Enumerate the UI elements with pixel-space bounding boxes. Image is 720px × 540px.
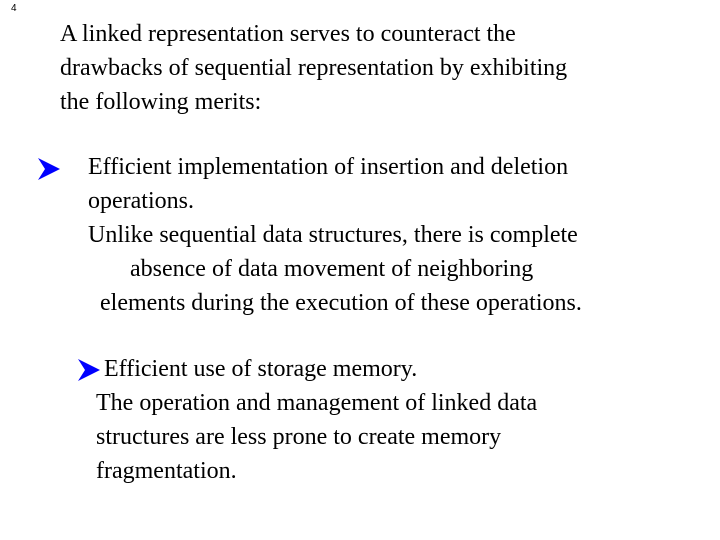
- arrow-bullet-icon: [76, 357, 102, 383]
- merit-line: Unlike sequential data structures, there is complete: [88, 222, 578, 248]
- merit-line: The operation and management of linked data: [96, 390, 538, 416]
- intro-line: drawbacks of sequential representation by exhibiting: [60, 55, 568, 81]
- intro-line: the following merits:: [60, 89, 262, 115]
- arrow-bullet-icon: [36, 156, 62, 182]
- merit-line: operations.: [88, 188, 194, 214]
- merit-line: elements during the execution of these operations.: [100, 290, 582, 316]
- intro-line: A linked representation serves to counteract the: [60, 21, 516, 47]
- merit-line: structures are less prone to create memory: [96, 424, 502, 450]
- slide-number: 4: [11, 3, 17, 14]
- merit-line: Efficient use of storage memory.: [104, 356, 418, 382]
- merit-line: Efficient implementation of insertion and deletion: [88, 154, 569, 180]
- merit-line: fragmentation.: [96, 458, 237, 484]
- merit-line: absence of data movement of neighboring: [130, 256, 534, 282]
